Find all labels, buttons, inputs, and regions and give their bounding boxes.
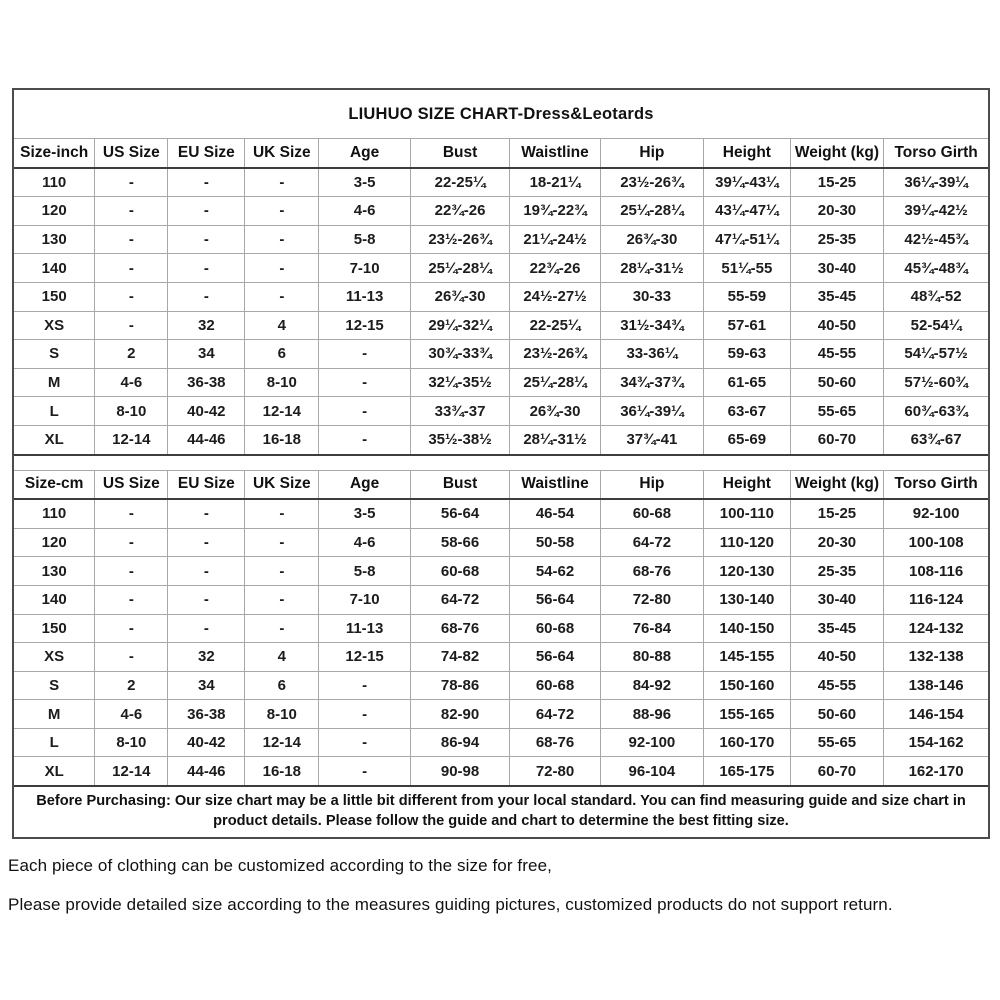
table-cell: 138-146 [884, 671, 988, 700]
table-row [14, 557, 988, 586]
table-cell: 120-130 [704, 557, 791, 586]
table-cell: 25¼-28¼ [510, 368, 601, 397]
table-cell: 56-64 [510, 643, 601, 672]
table-cell: 78-86 [410, 671, 509, 700]
table-cell: 64-72 [410, 585, 509, 614]
table-cell: 100-110 [704, 499, 791, 528]
table-cell: 12-14 [245, 728, 319, 757]
table-cell: 33-36¼ [600, 340, 703, 369]
table-cell: - [245, 197, 319, 226]
table-cell: - [245, 585, 319, 614]
column-header: Size-cm [14, 471, 95, 500]
table-cell: - [168, 528, 245, 557]
table-cell: 25¼-28¼ [410, 254, 509, 283]
table-cell: 44-46 [168, 757, 245, 786]
table-cell: 30-40 [790, 585, 884, 614]
table-cell: 26¾-30 [510, 397, 601, 426]
table-cell: 34¾-37¾ [600, 368, 703, 397]
table-cell: 8-10 [245, 368, 319, 397]
table-cell: 72-80 [510, 757, 601, 786]
table-cell: 23½-26¾ [510, 340, 601, 369]
table-cell: 11-13 [319, 282, 411, 311]
table-cell: 36¼-39¼ [600, 397, 703, 426]
table-cell: 28¼-31½ [600, 254, 703, 283]
table-cell: - [319, 757, 411, 786]
table-cell: 59-63 [704, 340, 791, 369]
table-cell: 22-25¼ [510, 311, 601, 340]
table-cell: - [319, 425, 411, 454]
table-separator [14, 456, 988, 471]
table-cell: 4 [245, 643, 319, 672]
table-cell: 32 [168, 311, 245, 340]
table-row [14, 757, 988, 786]
table-cell: 42½-45¾ [884, 225, 988, 254]
table-cell: - [95, 311, 168, 340]
table-cell: 150 [14, 614, 95, 643]
table-row [14, 425, 988, 454]
table-cell: - [95, 499, 168, 528]
customization-note: Each piece of clothing can be customized according to the size for free, [8, 856, 552, 875]
table-cell: 54¼-57½ [884, 340, 988, 369]
table-cell: 72-80 [600, 585, 703, 614]
table-cell: 40-50 [790, 311, 884, 340]
table-cell: M [14, 700, 95, 729]
table-cell: - [95, 282, 168, 311]
table-cell: 130-140 [704, 585, 791, 614]
table-cell: 110-120 [704, 528, 791, 557]
table-cell: - [95, 585, 168, 614]
table-cell: 88-96 [600, 700, 703, 729]
table-cell: 8-10 [245, 700, 319, 729]
table-cell: - [168, 225, 245, 254]
column-header: Waistline [510, 139, 601, 168]
table-row [14, 197, 988, 226]
table-cell: 90-98 [410, 757, 509, 786]
table-cell: 21¼-24½ [510, 225, 601, 254]
table-cell: 44-46 [168, 425, 245, 454]
table-cell: 40-50 [790, 643, 884, 672]
table-cell: - [95, 254, 168, 283]
table-cell: 2 [95, 340, 168, 369]
table-cell: 35-45 [790, 614, 884, 643]
table-cell: 7-10 [319, 254, 411, 283]
table-cell: 23½-26¾ [410, 225, 509, 254]
table-cell: 30-33 [600, 282, 703, 311]
column-header: Height [704, 139, 791, 168]
table-cell: 61-65 [704, 368, 791, 397]
table-row [14, 643, 988, 672]
table-row [14, 311, 988, 340]
table-cell: 68-76 [410, 614, 509, 643]
table-cell: 160-170 [704, 728, 791, 757]
table-cell: 30-40 [790, 254, 884, 283]
table-cell: 31½-34¾ [600, 311, 703, 340]
table-cell: XS [14, 311, 95, 340]
table-row [14, 254, 988, 283]
table-cell: 20-30 [790, 197, 884, 226]
table-cell: 11-13 [319, 614, 411, 643]
table-cell: M [14, 368, 95, 397]
table-cell: 140-150 [704, 614, 791, 643]
table-cell: 68-76 [510, 728, 601, 757]
table-cell: 28¼-31½ [510, 425, 601, 454]
column-header: Torso Girth [884, 471, 988, 500]
table-cell: 32¼-35½ [410, 368, 509, 397]
table-cell: 57-61 [704, 311, 791, 340]
table-cell: - [95, 168, 168, 197]
column-header: Hip [600, 139, 703, 168]
purchase-note: Before Purchasing: Our size chart may be a little bit different from your local standard. You can find measuring guide and size chart in product details. Please follow the guide and chart to determine the best fitting size. [36, 793, 966, 830]
table-cell: - [319, 340, 411, 369]
table-cell: 60-68 [510, 614, 601, 643]
table-cell: 7-10 [319, 585, 411, 614]
chart-title: LIUHUO SIZE CHART-Dress&Leotards [14, 90, 988, 139]
table-cell: 56-64 [510, 585, 601, 614]
table-cell: 130 [14, 225, 95, 254]
table-cell: - [95, 225, 168, 254]
table-row [14, 614, 988, 643]
table-cell: L [14, 397, 95, 426]
table-cell: 60¾-63¾ [884, 397, 988, 426]
column-header: Size-inch [14, 139, 95, 168]
table-cell: S [14, 671, 95, 700]
table-cell: 80-88 [600, 643, 703, 672]
table-cell: 55-65 [790, 397, 884, 426]
table-cell: 65-69 [704, 425, 791, 454]
table-cell: 12-15 [319, 643, 411, 672]
table-cell: 63¾-67 [884, 425, 988, 454]
table-cell: 12-15 [319, 311, 411, 340]
table-cell: - [168, 168, 245, 197]
inch-table-body [14, 168, 988, 455]
table-cell: 120 [14, 528, 95, 557]
table-cell: XL [14, 757, 95, 786]
table-cell: 130 [14, 557, 95, 586]
table-cell: 12-14 [95, 425, 168, 454]
table-cell: 3-5 [319, 499, 411, 528]
table-cell: 3-5 [319, 168, 411, 197]
column-header: Waistline [510, 471, 601, 500]
column-header: UK Size [245, 471, 319, 500]
table-cell: 64-72 [510, 700, 601, 729]
table-row [14, 700, 988, 729]
table-cell: 48¾-52 [884, 282, 988, 311]
cm-table-body [14, 499, 988, 786]
column-header: Weight (kg) [790, 139, 884, 168]
table-cell: 15-25 [790, 499, 884, 528]
table-cell: L [14, 728, 95, 757]
table-cell: S [14, 340, 95, 369]
table-cell: - [245, 499, 319, 528]
table-cell: - [245, 528, 319, 557]
table-cell: - [168, 557, 245, 586]
table-cell: 34 [168, 340, 245, 369]
table-cell: 116-124 [884, 585, 988, 614]
table-cell: 30¾-33¾ [410, 340, 509, 369]
table-cell: 4 [245, 311, 319, 340]
table-cell: - [245, 614, 319, 643]
table-row [14, 528, 988, 557]
column-header: Bust [410, 471, 509, 500]
table-cell: - [245, 557, 319, 586]
table-cell: 37¾-41 [600, 425, 703, 454]
table-cell: - [168, 254, 245, 283]
table-cell: 39¼-42½ [884, 197, 988, 226]
column-header: EU Size [168, 139, 245, 168]
table-cell: - [319, 728, 411, 757]
table-cell: 64-72 [600, 528, 703, 557]
table-cell: 60-68 [510, 671, 601, 700]
size-table-inch [14, 139, 988, 456]
table-row [14, 728, 988, 757]
table-cell: - [95, 197, 168, 226]
table-cell: XL [14, 425, 95, 454]
table-cell: 132-138 [884, 643, 988, 672]
table-cell: 145-155 [704, 643, 791, 672]
table-cell: 50-60 [790, 368, 884, 397]
table-cell: 4-6 [95, 700, 168, 729]
table-cell: 4-6 [319, 197, 411, 226]
table-cell: 26¾-30 [600, 225, 703, 254]
table-cell: 63-67 [704, 397, 791, 426]
table-cell: 2 [95, 671, 168, 700]
table-cell: - [245, 168, 319, 197]
return-policy-note: Please provide detailed size according to the measures guiding pictures, customized products do not support return. [8, 895, 893, 914]
table-cell: 35½-38½ [410, 425, 509, 454]
table-cell: - [245, 282, 319, 311]
table-cell: - [95, 528, 168, 557]
table-cell: XS [14, 643, 95, 672]
table-cell: 56-64 [410, 499, 509, 528]
inch-header-row [14, 139, 988, 168]
table-cell: - [168, 282, 245, 311]
table-cell: 22¾-26 [510, 254, 601, 283]
table-cell: 32 [168, 643, 245, 672]
table-cell: 4-6 [95, 368, 168, 397]
table-cell: 55-59 [704, 282, 791, 311]
table-cell: 22¾-26 [410, 197, 509, 226]
table-cell: 150-160 [704, 671, 791, 700]
table-cell: 29¼-32¼ [410, 311, 509, 340]
table-row [14, 397, 988, 426]
table-cell: 12-14 [95, 757, 168, 786]
table-cell: 25-35 [790, 557, 884, 586]
table-cell: 110 [14, 499, 95, 528]
table-cell: 12-14 [245, 397, 319, 426]
table-row [14, 585, 988, 614]
size-chart-box [12, 88, 990, 839]
table-row [14, 671, 988, 700]
table-cell: 19¾-22¾ [510, 197, 601, 226]
table-cell: 154-162 [884, 728, 988, 757]
cm-header-row [14, 471, 988, 500]
table-cell: 36-38 [168, 700, 245, 729]
column-header: Age [319, 139, 411, 168]
table-cell: 57½-60¾ [884, 368, 988, 397]
table-cell: - [245, 254, 319, 283]
table-cell: - [319, 671, 411, 700]
table-row [14, 168, 988, 197]
table-cell: 47¼-51¼ [704, 225, 791, 254]
table-cell: 36¼-39¼ [884, 168, 988, 197]
table-cell: 23½-26¾ [600, 168, 703, 197]
table-cell: - [95, 557, 168, 586]
table-cell: 40-42 [168, 728, 245, 757]
table-cell: 55-65 [790, 728, 884, 757]
table-cell: 5-8 [319, 225, 411, 254]
table-cell: - [95, 643, 168, 672]
table-cell: 45-55 [790, 340, 884, 369]
table-cell: 20-30 [790, 528, 884, 557]
table-row [14, 282, 988, 311]
table-cell: 35-45 [790, 282, 884, 311]
column-header: Weight (kg) [790, 471, 884, 500]
table-cell: - [95, 614, 168, 643]
table-cell: 68-76 [600, 557, 703, 586]
table-cell: - [245, 225, 319, 254]
table-cell: 155-165 [704, 700, 791, 729]
table-cell: 82-90 [410, 700, 509, 729]
table-cell: 162-170 [884, 757, 988, 786]
table-cell: 96-104 [600, 757, 703, 786]
table-cell: 8-10 [95, 397, 168, 426]
size-table-cm [14, 471, 988, 788]
table-cell: - [168, 614, 245, 643]
table-cell: 86-94 [410, 728, 509, 757]
table-cell: 45¾-48¾ [884, 254, 988, 283]
table-cell: - [319, 368, 411, 397]
table-cell: 6 [245, 340, 319, 369]
table-cell: 15-25 [790, 168, 884, 197]
table-cell: 8-10 [95, 728, 168, 757]
table-cell: 52-54¼ [884, 311, 988, 340]
table-cell: 33¾-37 [410, 397, 509, 426]
table-cell: - [168, 585, 245, 614]
table-cell: 92-100 [600, 728, 703, 757]
table-cell: 16-18 [245, 757, 319, 786]
column-header: Age [319, 471, 411, 500]
table-cell: 92-100 [884, 499, 988, 528]
column-header: Torso Girth [884, 139, 988, 168]
table-cell: 58-66 [410, 528, 509, 557]
table-cell: 16-18 [245, 425, 319, 454]
table-cell: 60-68 [600, 499, 703, 528]
table-cell: 165-175 [704, 757, 791, 786]
column-header: Hip [600, 471, 703, 500]
table-cell: 25-35 [790, 225, 884, 254]
column-header: US Size [95, 471, 168, 500]
table-cell: 140 [14, 585, 95, 614]
table-cell: 39¼-43¼ [704, 168, 791, 197]
table-row [14, 225, 988, 254]
table-cell: 50-58 [510, 528, 601, 557]
table-cell: 24½-27½ [510, 282, 601, 311]
table-cell: - [319, 700, 411, 729]
table-cell: 46-54 [510, 499, 601, 528]
column-header: Bust [410, 139, 509, 168]
table-cell: - [168, 197, 245, 226]
table-cell: 146-154 [884, 700, 988, 729]
table-cell: 74-82 [410, 643, 509, 672]
table-cell: 25¼-28¼ [600, 197, 703, 226]
table-cell: 18-21¼ [510, 168, 601, 197]
table-cell: 43¼-47¼ [704, 197, 791, 226]
table-cell: 84-92 [600, 671, 703, 700]
table-cell: 60-70 [790, 425, 884, 454]
table-cell: 60-70 [790, 757, 884, 786]
table-cell: 108-116 [884, 557, 988, 586]
table-cell: 120 [14, 197, 95, 226]
column-header: UK Size [245, 139, 319, 168]
table-cell: 51¼-55 [704, 254, 791, 283]
table-cell: 45-55 [790, 671, 884, 700]
table-cell: 110 [14, 168, 95, 197]
table-cell: 5-8 [319, 557, 411, 586]
table-cell: 50-60 [790, 700, 884, 729]
table-cell: 140 [14, 254, 95, 283]
table-cell: 22-25¼ [410, 168, 509, 197]
table-cell: 100-108 [884, 528, 988, 557]
table-row [14, 340, 988, 369]
table-cell: 76-84 [600, 614, 703, 643]
column-header: Height [704, 471, 791, 500]
table-cell: 6 [245, 671, 319, 700]
table-cell: 150 [14, 282, 95, 311]
column-header: EU Size [168, 471, 245, 500]
table-cell: 54-62 [510, 557, 601, 586]
table-row [14, 499, 988, 528]
table-cell: 124-132 [884, 614, 988, 643]
table-cell: 4-6 [319, 528, 411, 557]
table-cell: 60-68 [410, 557, 509, 586]
table-cell: 40-42 [168, 397, 245, 426]
table-cell: 36-38 [168, 368, 245, 397]
table-cell: 34 [168, 671, 245, 700]
column-header: US Size [95, 139, 168, 168]
table-cell: 26¾-30 [410, 282, 509, 311]
table-cell: - [319, 397, 411, 426]
table-row [14, 368, 988, 397]
table-cell: - [168, 499, 245, 528]
